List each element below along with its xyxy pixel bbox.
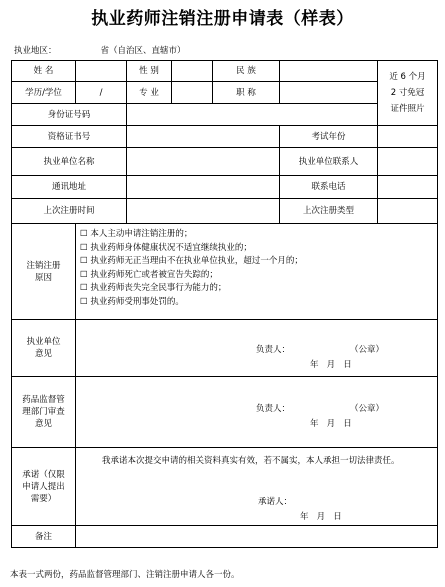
employer-opinion-person: 负责人： (256, 345, 291, 355)
employer-opinion-date: 年 月 日 (310, 360, 352, 370)
exam-year-field[interactable] (378, 126, 438, 148)
id-number-label: 身份证号码 (12, 104, 127, 126)
name-field[interactable] (76, 61, 127, 82)
name-label: 姓 名 (12, 61, 76, 82)
fda-opinion-person: 负责人： (256, 404, 291, 414)
region-province-unit: 省（自治区、直辖市） (100, 46, 186, 56)
gender-field[interactable] (172, 61, 213, 82)
employer-opinion-box[interactable] (76, 320, 438, 377)
cert-number-label: 资格证书号 (12, 126, 127, 148)
fda-opinion-seal: （公章） (350, 404, 385, 414)
commitment-box[interactable] (76, 448, 438, 526)
cancel-reason-list (76, 224, 438, 320)
employer-contact-field[interactable] (378, 148, 438, 176)
photo-line-3: 证件照片 (390, 104, 425, 114)
ethnicity-field[interactable] (280, 61, 378, 82)
last-reg-time-label: 上次注册时间 (12, 199, 127, 224)
exam-year-label: 考试年份 (280, 126, 378, 148)
cert-number-field[interactable] (127, 126, 280, 148)
remarks-label: 备注 (12, 526, 76, 548)
photo-line-2: 2 寸免冠 (390, 88, 425, 98)
fda-opinion-label: 药品监督管理部门审查意见 (12, 377, 76, 448)
remarks-field[interactable] (76, 526, 438, 548)
reason-checkbox-3[interactable]: ☐ 执业药师无正当理由不在执业单位执业，超过一个月的； (80, 256, 303, 266)
reason-checkbox-6[interactable]: ☐ 执业药师受刑事处罚的。 (80, 296, 184, 307)
commitment-person: 承诺人： (258, 497, 293, 507)
reason-checkbox-4[interactable]: ☐ 执业药师死亡或者被宣告失踪的； (80, 269, 218, 280)
photo-line-1: 近 6 个月 (389, 72, 426, 82)
cancel-reason-label: 注销注册原因 (12, 224, 76, 320)
employer-contact-label: 执业单位联系人 (280, 148, 378, 176)
last-reg-time-field[interactable] (127, 199, 280, 224)
ethnicity-label: 民 族 (213, 61, 280, 82)
employer-opinion-label: 执业单位意见 (12, 320, 76, 377)
employer-field[interactable] (127, 148, 280, 176)
photo-box (378, 61, 438, 126)
title-label: 职 称 (213, 82, 280, 104)
gender-label: 性 别 (127, 61, 172, 82)
employer-label: 执业单位名称 (12, 148, 127, 176)
application-form-table (11, 60, 438, 548)
phone-field[interactable] (378, 176, 438, 199)
phone-label: 联系电话 (280, 176, 378, 199)
last-reg-type-field[interactable] (378, 199, 438, 224)
footer-note: 本表一式两份，药品监督管理部门、注销注册申请人各一份。 (10, 570, 240, 580)
title-field[interactable] (280, 82, 378, 104)
major-field[interactable] (172, 82, 213, 104)
commitment-date: 年 月 日 (300, 512, 342, 522)
reason-checkbox-1[interactable]: ☐ 本人主动申请注销注册的； (80, 229, 193, 239)
address-label: 通讯地址 (12, 176, 127, 199)
employer-opinion-seal: （公章） (350, 345, 385, 355)
practice-region (14, 44, 186, 56)
fda-opinion-date: 年 月 日 (310, 419, 352, 429)
fda-opinion-box[interactable] (76, 377, 438, 448)
education-label: 学历/学位 (12, 82, 76, 104)
id-number-field[interactable] (127, 104, 378, 126)
region-label: 执业地区： (14, 46, 57, 56)
commitment-text: 我承诺本次提交申请的相关资料真实有效，若不属实，本人承担一切法律责任。 (102, 456, 400, 466)
major-label: 专 业 (127, 82, 172, 104)
address-field[interactable] (127, 176, 280, 199)
last-reg-type-label: 上次注册类型 (280, 199, 378, 224)
reason-checkbox-2[interactable]: ☐ 执业药师身体健康状况不适宜继续执业的； (80, 242, 252, 253)
reason-checkbox-5[interactable]: ☐ 执业药师丧失完全民事行为能力的； (80, 283, 227, 293)
commitment-label: 承诺（仅限申请人提出需要） (12, 448, 76, 526)
form-title: 执业药师注销注册申请表（样表） (91, 9, 354, 29)
education-field[interactable]: / (76, 82, 127, 104)
